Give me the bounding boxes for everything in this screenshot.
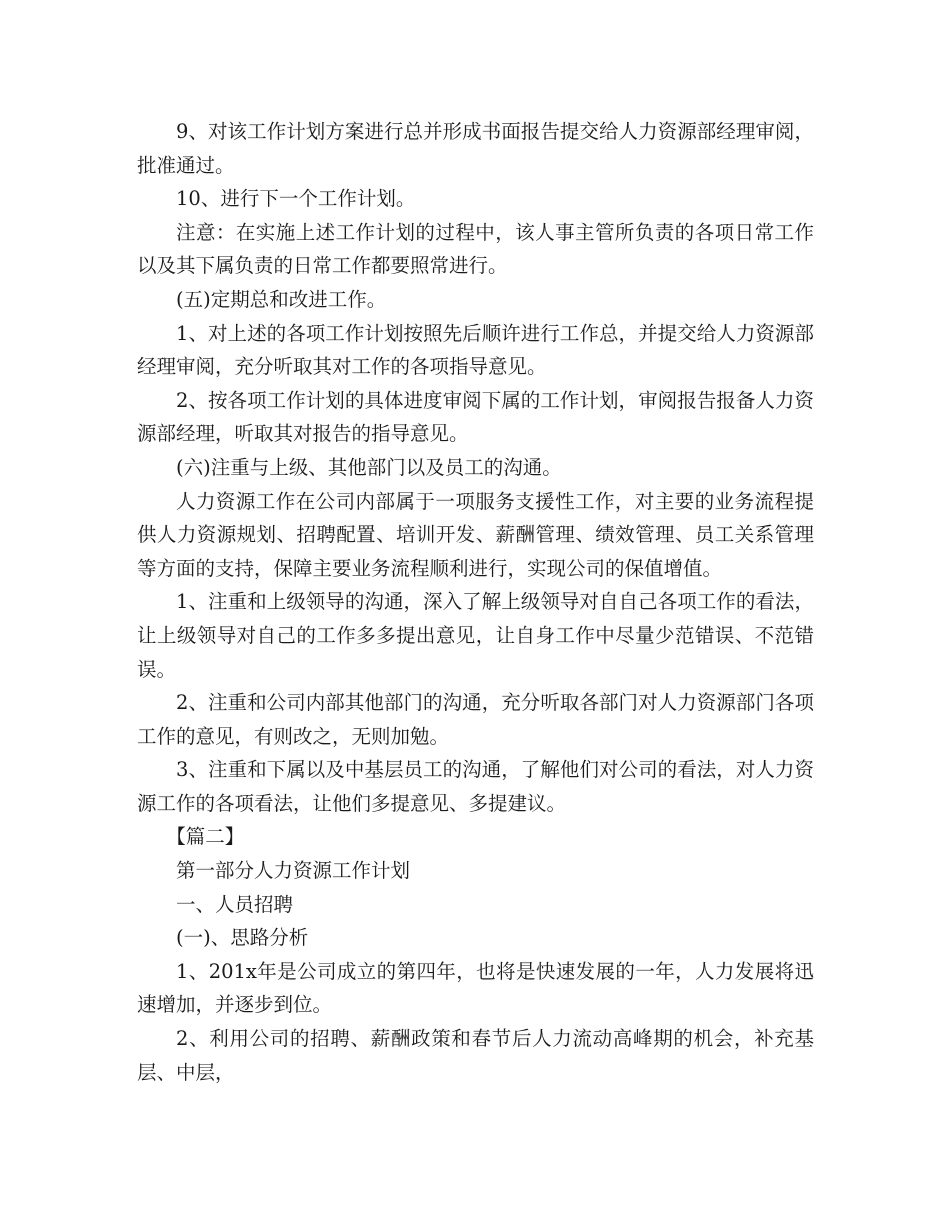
chapter-heading: 【篇二】 xyxy=(166,825,245,849)
section-heading-recruitment: 一、人员招聘 xyxy=(176,892,294,916)
paragraph-summary-2: 2、按各项工作计划的具体进度审阅下属的工作计划，审阅报告报备人力资源部经理，听取其对报告的指导意见。 xyxy=(137,388,814,446)
paragraph-item-9: 9、对该工作计划方案进行总并形成书面报告提交给人力资源部经理审阅，批准通过。 xyxy=(137,120,814,177)
paragraph-communication-1: 1、注重和上级领导的沟通，深入了解上级领导对自自己各项工作的看法，让上级领导对自己的工作多多提出意见，让自身工作中尽量少范错误、不范错误。 xyxy=(137,590,814,681)
paragraph-hr-overview: 人力资源工作在公司内部属于一项服务支援性工作，对主要的业务流程提供人力资源规划、招聘配置、培训开发、薪酬管理、绩效管理、员工关系管理等方面的支持，保障主要业务流程顺利进行，实现公司的保值增值。 xyxy=(137,489,814,580)
paragraph-note: 注意：在实施上述工作计划的过程中，该人事主管所负责的各项日常工作以及其下属负责的日常工作都要照常进行。 xyxy=(137,220,814,278)
section-heading-6: (六)注重与上级、其他部门以及员工的沟通。 xyxy=(176,455,562,479)
paragraph-analysis-1: 1、201x年是公司成立的第四年，也将是快速发展的一年，人力发展将迅速增加，并逐步到位。 xyxy=(137,959,814,1017)
paragraph-analysis-2: 2、利用公司的招聘、薪酬政策和春节后人力流动高峰期的机会，补充基层、中层， xyxy=(137,1027,814,1084)
paragraph-communication-2: 2、注重和公司内部其他部门的沟通，充分听取各部门对人力资源部门各项工作的意见，有则改之，无则加勉。 xyxy=(137,691,814,748)
section-heading-5: (五)定期总和改进工作。 xyxy=(176,287,387,311)
paragraph-summary-1: 1、对上述的各项工作计划按照先后顺许进行工作总，并提交给人力资源部经理审阅，充分听取其对工作的各项指导意见。 xyxy=(137,321,814,379)
part-heading: 第一部分人力资源工作计划 xyxy=(176,859,411,883)
subsection-heading-analysis: (一)、思路分析 xyxy=(176,926,309,950)
document-body xyxy=(137,115,814,1089)
paragraph-communication-3: 3、注重和下属以及中基层员工的沟通，了解他们对公司的看法，对人力资源工作的各项看法，让他们多提意见、多提建议。 xyxy=(137,758,814,815)
paragraph-item-10: 10、进行下一个工作计划。 xyxy=(176,187,416,211)
